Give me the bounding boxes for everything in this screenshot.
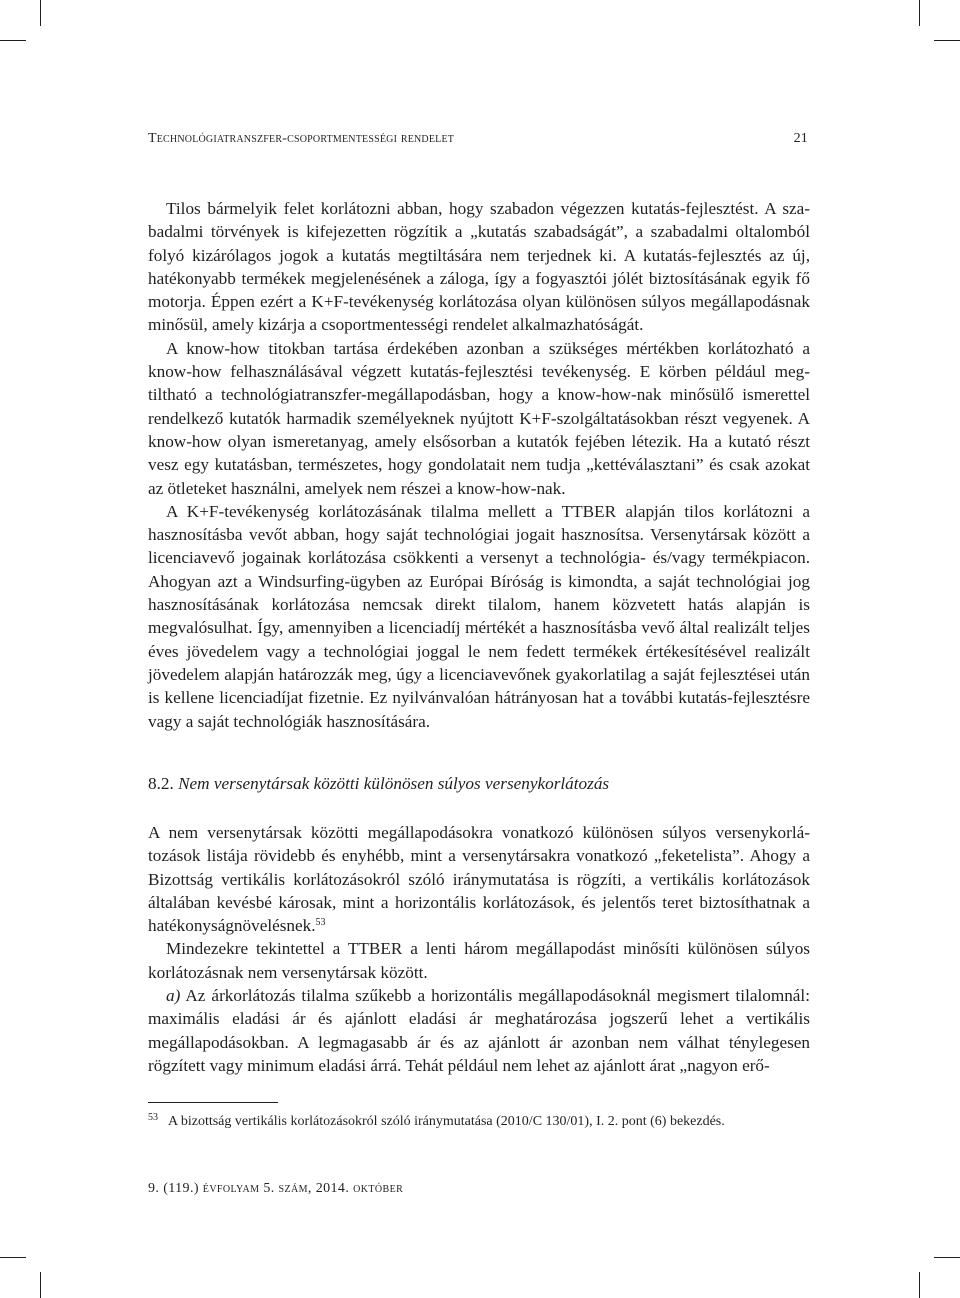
- crop-mark: [0, 40, 26, 41]
- crop-mark: [919, 0, 920, 26]
- footnote-mark: 53: [148, 1112, 158, 1123]
- running-header: [148, 131, 808, 153]
- paragraph: Mindezekre tekintettel a TTBER a lenti három megállapodást minősíti különösen súlyos korlátozásnak nem versenytársak között.: [148, 939, 810, 982]
- section-number: 8.2.: [148, 774, 174, 793]
- paragraph-text: Az árkorlátozás tilalma szűkebb a horizontális megállapodásoknál megismert tilalomnál: maximális eladási ár és ajánlott eladási ár meghatározása jogszerű lehet a vertikális megállapodásokban. A legmagasabb ár és az ajánlott ár azonban nem válhat ténylegesen rögzített vagy minimum eladási árrá. Tehát például nem lehet az ajánlott árat „nagyon erő-: [148, 986, 810, 1075]
- paragraph-text: A nem versenytársak közötti megállapodásokra vonatkozó különösen súlyos versenykorlátozások listája rövidebb és enyhébb, mint a versenytársakra vonatkozó „feketelista”. Ahogy a Bizottság vertikális korlátozásokról szóló iránymutatása is rögzíti, a vertikális korlátozások általában kevésbé károsak, mint a horizontális korlátozások, és jelentős teret biztosíthatnak a hatékonyságnövelésnek.: [148, 823, 810, 936]
- footnote: [148, 1108, 810, 1132]
- running-footer: 9. (119.) évfolyam 5. szám, 2014. október: [148, 1181, 404, 1196]
- crop-mark: [919, 1272, 920, 1298]
- crop-mark: [0, 1257, 26, 1258]
- paragraph: [148, 984, 810, 1077]
- section-heading: [148, 772, 810, 795]
- footnote-reference[interactable]: 53: [315, 917, 326, 929]
- crop-mark: [40, 1272, 41, 1298]
- footnote-text: A bizottság vertikális korlátozásokról szóló iránymutatása (2010/C 130/01), I. 2. pont (6) bekezdés.: [168, 1114, 725, 1129]
- page-number: 21: [793, 131, 808, 146]
- section-body-text: [148, 821, 810, 1077]
- list-label: a): [166, 986, 181, 1006]
- crop-mark: [934, 1257, 960, 1258]
- paragraph: A K+F-tevékenység korlátozásának tilalma mellett a TTBER alapján tilos korlátozni a hasznosításba vevőt abban, hogy saját technológiai jogait hasznosítsa. Versenytársak között a licenciavevő jogainak korlátozása csökkenti a versenyt a technológia- és/vagy termékpiacon. Ahogyan azt a Windsurfing-ügyben az Európai Bíróság is kimondta, a saját technológiai jog hasznosításának korlátozása nemcsak direkt tilalom, hanem közvetett hatás alapján is megvalósulhat. Így, amennyiben a licenciadíj mértékét a hasznosításba vevő által realizált teljes éves jövedelem vagy a technológiai joggal le nem fedett termékek értékesítésével realizált jövedelem alapján határozzák meg, úgy a licenciavevőnek gyakorlatilag a saját fejlesztései után is kellene licenciadíjat fizetnie. Ez nyilvánvalóan hátrányosan hat a további kutatás-fejlesztésre vagy a saját technológiák hasznosítására.: [148, 501, 810, 731]
- paragraph: A know-how titokban tartása érdekében azonban a szükséges mértékben korlátozható a know-how felhasználásával végzett kutatás-fejlesztési tevékenység. E körben például megtiltható a technológiatranszfer-megállapodásban, hogy a know-how-nak minősülő ismerettel rendelkező kutatók harmadik személyeknek nyújtott K+F-szolgáltatásokban részt vegyenek. A know-how olyan ismeretanyag, amely elsősorban a kutatók fejében létezik. Ha a kutató részt vesz egy kutatásban, természetes, hogy gondolatait nem tudja „kettéválasztani” és csak azokat az ötleteket használni, amelyek nem részei a know-how-nak.: [148, 338, 810, 498]
- paragraph: Tilos bármelyik felet korlátozni abban, hogy szabadon végezzen kutatás-fejlesztést. A szabadalmi törvények is kifejezetten rögzítik a „kutatás szabadságát”, a szabadalmi oltalomból folyó kizárólagos jogok a kutatás megtiltására nem terjednek ki. A kutatás-fejlesztés az új, hatékonyabb termékek megjelenésének a záloga, így a fogyasztói jólét biztosításának egyik fő motorja. Éppen ezért a K+F-tevékenység korlátozása olyan különösen súlyos megállapodásnak minősül, amely kizárja a csoportmentességi rendelet alkalmazhatóságát.: [148, 199, 810, 335]
- body-text: [148, 197, 810, 733]
- crop-mark: [40, 0, 41, 26]
- paragraph: [148, 821, 810, 937]
- header-title: Technológiatranszfer-csoportmentességi rendelet: [148, 131, 455, 146]
- crop-mark: [934, 40, 960, 41]
- footnote-divider: [148, 1102, 278, 1103]
- section-title: Nem versenytársak közötti különösen súlyos versenykorlátozás: [178, 774, 610, 793]
